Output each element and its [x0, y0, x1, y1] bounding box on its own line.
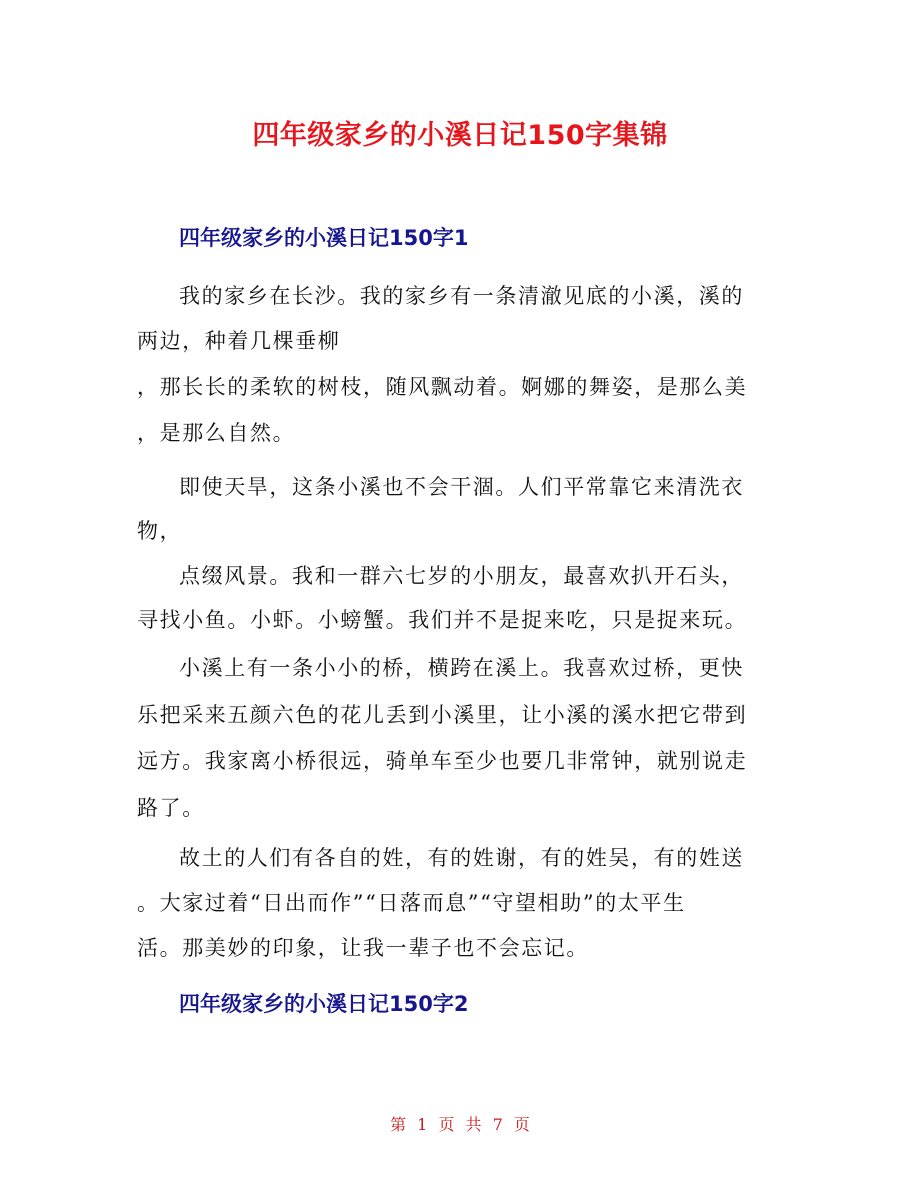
paragraph-line: 小溪上有一条小小的桥，横跨在溪上。我喜欢过桥，更快	[179, 656, 744, 680]
paragraph-line: 物，	[137, 519, 183, 543]
paragraph-line: 点缀风景。我和一群六七岁的小朋友，最喜欢扒开石头，	[179, 564, 744, 588]
paragraph-line: 远方。我家离小桥很远，骑单车至少也要几非常钟，就别说走	[137, 749, 748, 773]
document-title: 四年级家乡的小溪日记150字集锦	[252, 120, 668, 151]
page-footer: 第 1 页 共 7 页	[390, 1115, 530, 1134]
paragraph-line: 两边，种着几棵垂柳	[137, 329, 341, 353]
paragraph-line: 故土的人们有各自的姓，有的姓谢，有的姓吴，有的姓送	[179, 846, 744, 870]
paragraph-line: 。大家过着“日出而作”“日落而息”“守望相助”的太平生	[137, 891, 686, 915]
paragraph-line: 活。那美妙的印象，让我一辈子也不会忘记。	[137, 936, 589, 960]
paragraph-line: 乐把采来五颜六色的花儿丢到小溪里，让小溪的溪水把它带到	[137, 703, 748, 727]
section-heading-2: 四年级家乡的小溪日记150字2	[179, 992, 469, 1016]
paragraph-line: 寻找小鱼。小虾。小螃蟹。我们并不是捉来吃，只是捉来玩。	[137, 608, 748, 632]
paragraph-line: ，那长长的柔软的树枝，随风飘动着。婀娜的舞姿，是那么美	[137, 375, 748, 399]
section-heading-1: 四年级家乡的小溪日记150字1	[179, 226, 469, 250]
paragraph-line: 即使天旱，这条小溪也不会干涸。人们平常靠它来清洗衣	[179, 475, 744, 499]
paragraph-line: 我的家乡在长沙。我的家乡有一条清澈见底的小溪，溪的	[179, 284, 744, 308]
paragraph-line: ，是那么自然。	[137, 421, 296, 445]
paragraph-line: 路了。	[137, 796, 205, 820]
